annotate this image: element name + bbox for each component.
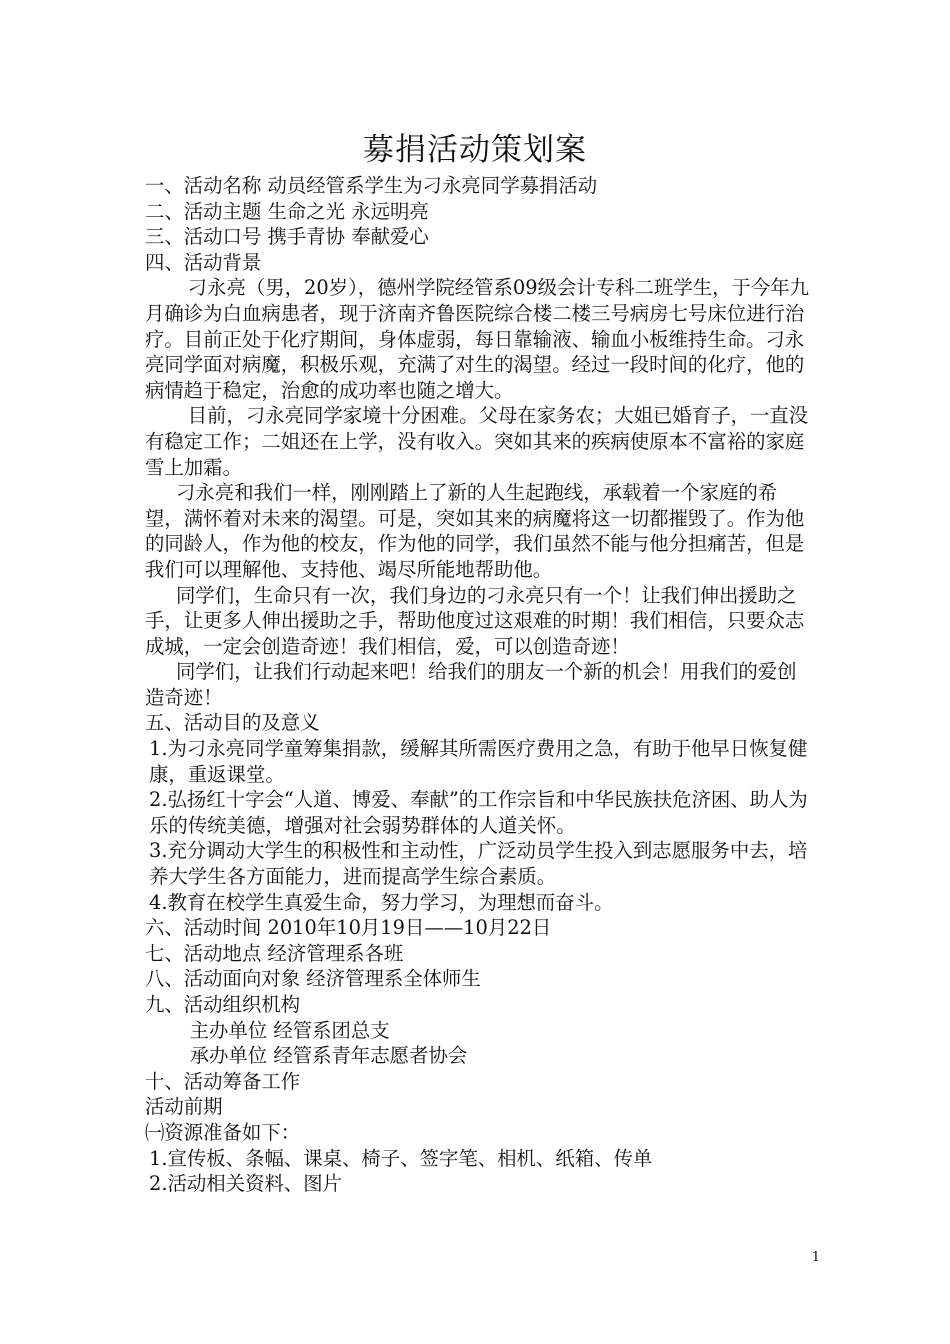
resource-item: 1.宣传板、条幅、课桌、椅子、签字笔、相机、纸箱、传单 bbox=[149, 1146, 653, 1170]
background-paragraph: 刁永亮（男，20岁），德州学院经管系09级会计专科二班学生，于今年九月确诊为白血病患者，现于济南齐鲁医院综合楼二楼三号病房七号床位进行治疗。目前正处于化疗期间，身体虚弱，每日靠输液、输血小板维持生命。刁永亮同学面对病魔，积极乐观，充满了对生的渴望。经过一段时间的化疗，他的病情趋于稳定，治愈的成功率也随之增大。 bbox=[145, 276, 810, 402]
section-organization-heading: 九、活动组织机构 bbox=[145, 993, 301, 1016]
resource-preparation-heading: ㈠资源准备如下： bbox=[145, 1120, 301, 1144]
section-purpose-heading: 五、活动目的及意义 bbox=[145, 711, 320, 735]
purpose-item: 3.充分调动大学生的积极性和主动性，广泛动员学生投入到志愿服务中去，培养大学生各方面能力，进而提高学生综合素质。 bbox=[149, 839, 808, 889]
section-activity-slogan: 三、活动口号 携手青协 奉献爱心 bbox=[145, 225, 429, 249]
page-title: 募捐活动策划案 bbox=[363, 132, 587, 168]
section-activity-theme: 二、活动主题 生命之光 永远明亮 bbox=[145, 199, 429, 223]
section-preparation-heading: 十、活动筹备工作 bbox=[145, 1069, 301, 1093]
section-activity-background-heading: 四、活动背景 bbox=[145, 250, 262, 274]
purpose-item: 1.为刁永亮同学童筹集捐款，缓解其所需医疗费用之急，有助于他早日恢复健康，重返课堂。 bbox=[149, 737, 808, 786]
resource-item: 2.活动相关资料、图片 bbox=[149, 1172, 343, 1196]
section-activity-location: 七、活动地点 经济管理系各班 bbox=[145, 941, 404, 965]
section-activity-name: 一、活动名称 动员经管系学生为刁永亮同学募捐活动 bbox=[145, 174, 598, 197]
background-paragraph: 同学们，让我们行动起来吧！给我们的朋友一个新的机会！用我们的爱创造奇迹！ bbox=[145, 660, 797, 709]
background-paragraph: 同学们，生命只有一次，我们身边的刁永亮只有一个！让我们伸出援助之手，让更多人伸出援助之手，帮助他度过这艰难的时期！我们相信，只要众志成城，一定会创造奇迹！我们相信，爱，可以创造奇迹！ bbox=[145, 583, 805, 658]
co-organizer-item: 承办单位 经管系青年志愿者协会 bbox=[189, 1044, 468, 1068]
section-target-audience: 八、活动面向对象 经济管理系全体师生 bbox=[145, 967, 481, 991]
background-paragraph: 刁永亮和我们一样，刚刚踏上了新的人生起跑线，承载着一个家庭的希望，满怀着对未来的渴望。可是，突如其来的病魔将这一切都摧毁了。作为他的同龄人，作为他的校友，作为他的同学，我们虽然不能与他分担痛苦，但是我们可以理解他、支持他、竭尽所能地帮助他。 bbox=[145, 481, 805, 581]
document-body bbox=[145, 173, 810, 1197]
background-paragraph: 目前，刁永亮同学家境十分困难。父母在家务农；大姐已婚育子，一直没有稳定工作；二姐还在上学，没有收入。突如其来的疾病使原本不富裕的家庭雪上加霜。 bbox=[145, 404, 809, 479]
organizer-item: 主办单位 经管系团总支 bbox=[189, 1018, 390, 1042]
page-number: 1 bbox=[811, 1250, 820, 1265]
preparation-phase-label: 活动前期 bbox=[145, 1095, 223, 1119]
section-activity-time: 六、活动时间 2010年10月19日——10月22日 bbox=[145, 916, 552, 940]
purpose-item: 4.教育在校学生真爱生命，努力学习，为理想而奋斗。 bbox=[149, 890, 614, 914]
purpose-item: 2.弘扬红十字会“人道、博爱、奉献”的工作宗旨和中华民族扶危济困、助人为乐的传统美德，增强对社会弱势群体的人道关怀。 bbox=[149, 788, 808, 837]
